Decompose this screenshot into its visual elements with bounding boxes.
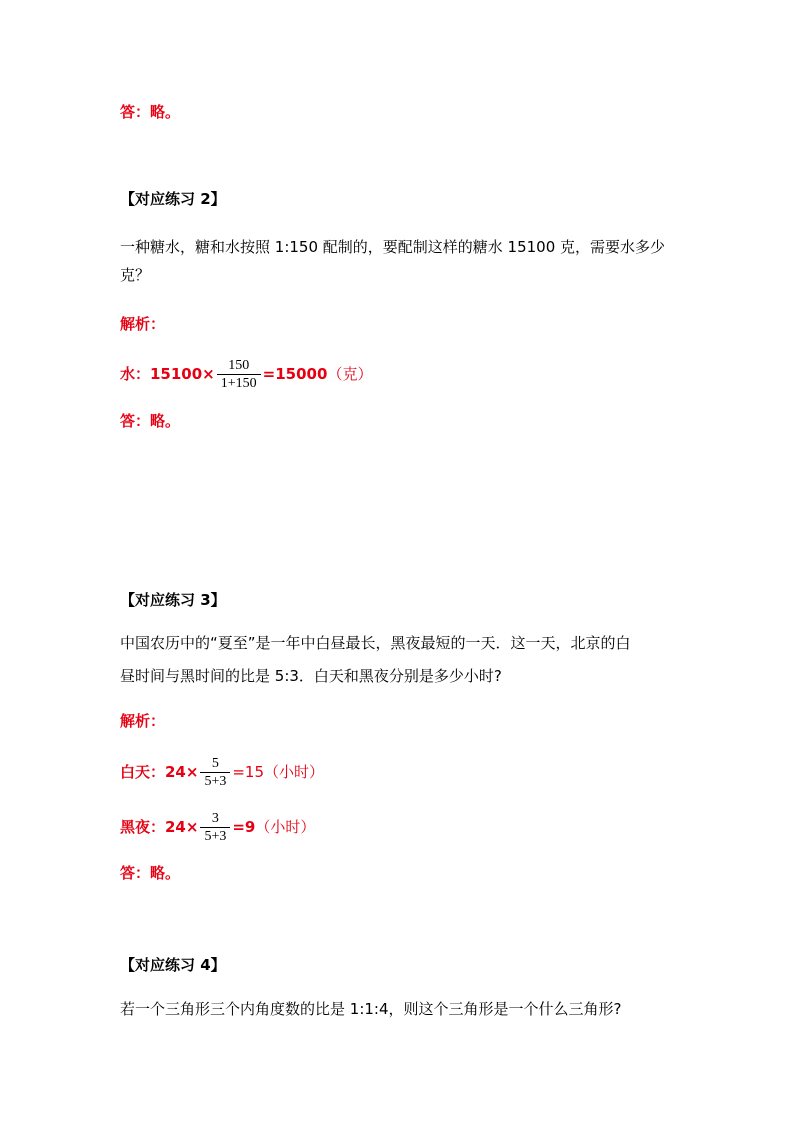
fraction <box>200 810 230 845</box>
fraction-numerator: 3 <box>200 810 230 828</box>
practice-2-question-line-1: 一种糖水，糖和水按照 1:150 配制的，要配制这样的糖水 15100 克，需要水多少 <box>120 238 666 256</box>
fraction <box>200 755 230 790</box>
night-result: =9 <box>232 818 256 836</box>
night-prefix: 黑夜：24× <box>120 818 199 836</box>
day-result: =15（小时） <box>232 763 325 781</box>
practice-4-heading: 【对应练习 4】 <box>120 956 226 974</box>
practice-2-calculation <box>120 357 372 392</box>
practice-3-heading: 【对应练习 3】 <box>120 591 226 609</box>
practice-3-day-calculation <box>120 755 324 790</box>
fraction <box>217 357 261 392</box>
answer-omitted-2: 答：略。 <box>120 412 181 430</box>
calc-prefix: 水：15100× <box>120 365 215 383</box>
fraction-denominator: 1+150 <box>220 376 257 391</box>
fraction-denominator: 5+3 <box>204 829 227 844</box>
practice-4-question-line-1: 若一个三角形三个内角度数的比是 1:1:4，则这个三角形是一个什么三角形? <box>120 1000 622 1018</box>
fraction-denominator: 5+3 <box>204 774 227 789</box>
answer-omitted-1: 答：略。 <box>120 103 181 121</box>
practice-3-analysis-label: 解析： <box>120 712 166 730</box>
practice-3-night-calculation <box>120 810 315 845</box>
day-prefix: 白天：24× <box>120 763 199 781</box>
practice-3-question-line-2: 昼时间与黑时间的比是 5:3．白天和黑夜分别是多少小时? <box>120 667 502 685</box>
answer-omitted-3: 答：略。 <box>120 864 181 882</box>
fraction-numerator: 150 <box>217 357 261 375</box>
practice-2-heading: 【对应练习 2】 <box>120 190 226 208</box>
fraction-numerator: 5 <box>200 755 230 773</box>
practice-2-question-line-2: 克？ <box>120 266 151 284</box>
calc-result: =15000 <box>262 365 328 383</box>
practice-3-question-line-1: 中国农历中的“夏至”是一年中白昼最长，黑夜最短的一天．这一天，北京的白 <box>120 634 631 652</box>
calc-unit: （克） <box>327 365 373 383</box>
night-unit: （小时） <box>255 818 316 836</box>
practice-2-analysis-label: 解析： <box>120 315 166 333</box>
